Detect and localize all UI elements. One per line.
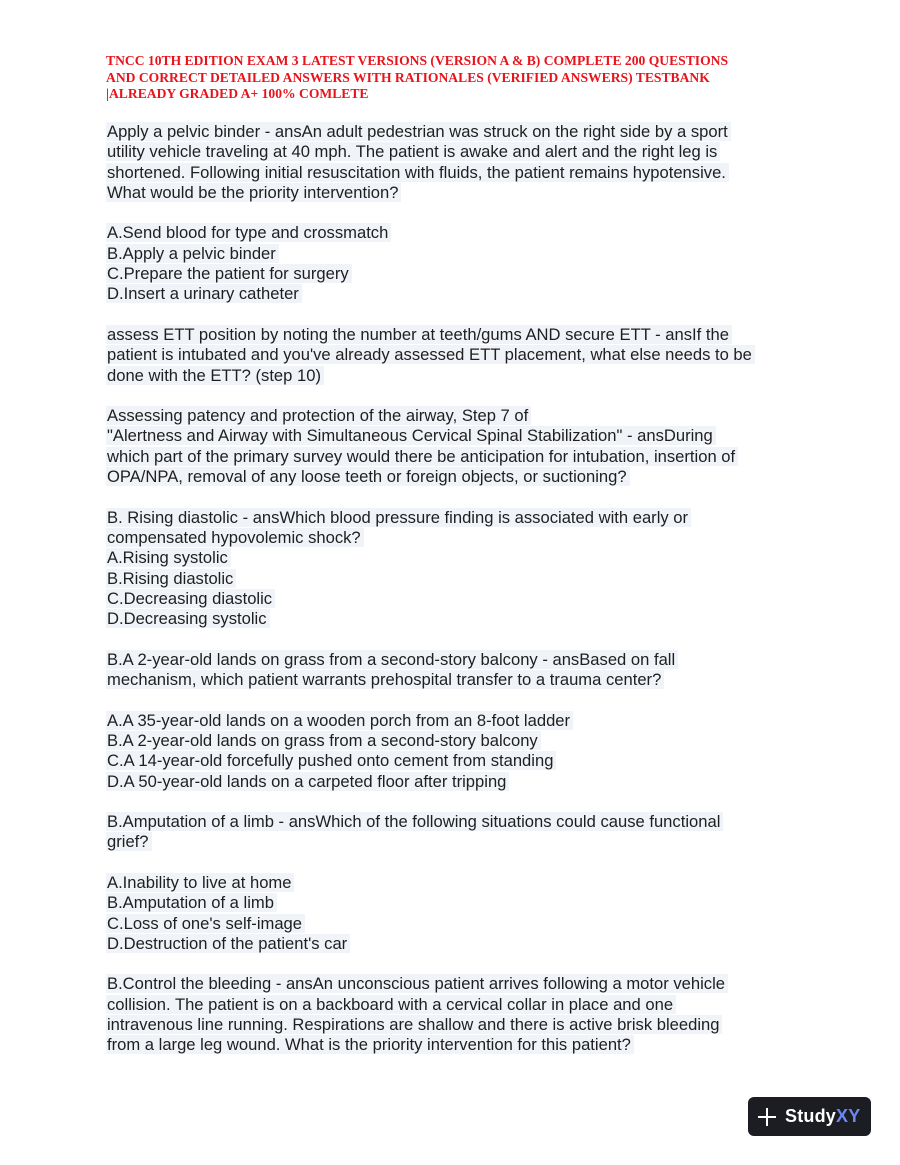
text-span: C.Prepare the patient for surgery (106, 264, 352, 283)
text-span: C.Loss of one's self-image (106, 914, 305, 933)
option-line (106, 711, 806, 731)
paragraph-gap (106, 954, 806, 974)
qa-block (106, 325, 806, 386)
text-span: A.Inability to live at home (106, 873, 294, 892)
text-span: B.A 2-year-old lands on grass from a second-story balcony (106, 731, 541, 750)
text-span: D.Destruction of the patient's car (106, 934, 350, 953)
text-line (106, 812, 806, 832)
options-block (106, 223, 806, 304)
studyxy-badge[interactable] (748, 1097, 871, 1136)
text-span: B.Rising diastolic (106, 569, 236, 588)
text-span: done with the ETT? (step 10) (106, 366, 324, 385)
text-span: shortened. Following initial resuscitation with fluids, the patient remains hypotensive. (106, 163, 729, 182)
text-line (106, 508, 806, 528)
text-span: C.A 14-year-old forcefully pushed onto cement from standing (106, 751, 556, 770)
option-line (106, 934, 806, 954)
brand-wordmark (785, 1106, 860, 1127)
title-line: |ALREADY GRADED A+ 100% COMLETE (106, 86, 369, 101)
option-line (106, 772, 806, 792)
paragraph-gap (106, 203, 806, 223)
option-line (106, 751, 806, 771)
text-line (106, 1015, 806, 1035)
text-line (106, 142, 806, 162)
document-body (106, 122, 806, 1056)
text-line (106, 670, 806, 690)
option-line (106, 731, 806, 751)
brand-main: Study (785, 1106, 837, 1126)
option-line (106, 873, 806, 893)
text-span: B. Rising diastolic - ansWhich blood pressure finding is associated with early or (106, 508, 691, 527)
text-span: mechanism, which patient warrants prehospital transfer to a trauma center? (106, 670, 664, 689)
text-line (106, 163, 806, 183)
qa-block (106, 650, 806, 691)
option-line (106, 569, 806, 589)
text-span: D.Insert a urinary catheter (106, 284, 302, 303)
text-span: Apply a pelvic binder - ansAn adult pedestrian was struck on the right side by a sport (106, 122, 731, 141)
text-span: assess ETT position by noting the number at teeth/gums AND secure ETT - ansIf the (106, 325, 732, 344)
option-line (106, 244, 806, 264)
text-span: collision. The patient is on a backboard with a cervical collar in place and one (106, 995, 676, 1014)
option-line (106, 609, 806, 629)
text-line (106, 832, 806, 852)
option-line (106, 264, 806, 284)
qa-block (106, 508, 806, 630)
text-line (106, 467, 806, 487)
qa-block (106, 406, 806, 487)
text-span: Assessing patency and protection of the airway, Step 7 of (106, 406, 531, 425)
text-line (106, 366, 806, 386)
text-span: D.A 50-year-old lands on a carpeted floor after tripping (106, 772, 509, 791)
text-span: grief? (106, 832, 152, 851)
paragraph-gap (106, 792, 806, 812)
text-line (106, 183, 806, 203)
paragraph-gap (106, 487, 806, 507)
paragraph-gap (106, 386, 806, 406)
paragraph-gap (106, 629, 806, 649)
text-span: What would be the priority intervention? (106, 183, 401, 202)
text-span: B.A 2-year-old lands on grass from a second-story balcony - ansBased on fall (106, 650, 678, 669)
qa-block (106, 974, 806, 1055)
document-title (106, 53, 806, 103)
option-line (106, 893, 806, 913)
paragraph-gap (106, 853, 806, 873)
plus-icon (757, 1107, 777, 1127)
text-line (106, 426, 806, 446)
text-line (106, 447, 806, 467)
option-line (106, 223, 806, 243)
text-span: B.Amputation of a limb (106, 893, 277, 912)
text-span: B.Control the bleeding - ansAn unconscious patient arrives following a motor vehicle (106, 974, 728, 993)
text-span: C.Decreasing diastolic (106, 589, 275, 608)
text-line (106, 995, 806, 1015)
paragraph-gap (106, 305, 806, 325)
text-span: patient is intubated and you've already assessed ETT placement, what else needs to be (106, 345, 755, 364)
text-line (106, 345, 806, 365)
options-block (106, 711, 806, 792)
text-line (106, 650, 806, 670)
text-span: intravenous line running. Respirations are shallow and there is active brisk bleeding (106, 1015, 722, 1034)
qa-block (106, 812, 806, 853)
option-line (106, 914, 806, 934)
text-line (106, 974, 806, 994)
title-line: TNCC 10TH EDITION EXAM 3 LATEST VERSIONS (VERSION A & B) COMPLETE 200 QUESTIONS (106, 53, 729, 68)
text-span: A.Send blood for type and crossmatch (106, 223, 391, 242)
text-span: utility vehicle traveling at 40 mph. The patient is awake and alert and the right leg is (106, 142, 720, 161)
text-span: compensated hypovolemic shock? (106, 528, 364, 547)
text-line (106, 1035, 806, 1055)
brand-accent: XY (836, 1106, 861, 1126)
text-span: "Alertness and Airway with Simultaneous Cervical Spinal Stabilization" - ansDuring (106, 426, 716, 445)
text-span: OPA/NPA, removal of any loose teeth or foreign objects, or suctioning? (106, 467, 630, 486)
text-span: B.Amputation of a limb - ansWhich of the following situations could cause functional (106, 812, 723, 831)
option-line (106, 284, 806, 304)
options-block (106, 873, 806, 954)
text-line (106, 406, 806, 426)
text-span: A.A 35-year-old lands on a wooden porch from an 8-foot ladder (106, 711, 573, 730)
paragraph-gap (106, 690, 806, 710)
option-line (106, 589, 806, 609)
text-span: from a large leg wound. What is the priority intervention for this patient? (106, 1035, 634, 1054)
qa-block (106, 122, 806, 203)
text-span: D.Decreasing systolic (106, 609, 270, 628)
text-line (106, 122, 806, 142)
text-span: which part of the primary survey would there be anticipation for intubation, insertion of (106, 447, 738, 466)
title-line: AND CORRECT DETAILED ANSWERS WITH RATIONALES (VERIFIED ANSWERS) TESTBANK (106, 69, 710, 85)
text-span: B.Apply a pelvic binder (106, 244, 279, 263)
text-line (106, 528, 806, 548)
option-line (106, 548, 806, 568)
text-span: A.Rising systolic (106, 548, 231, 567)
text-line (106, 325, 806, 345)
